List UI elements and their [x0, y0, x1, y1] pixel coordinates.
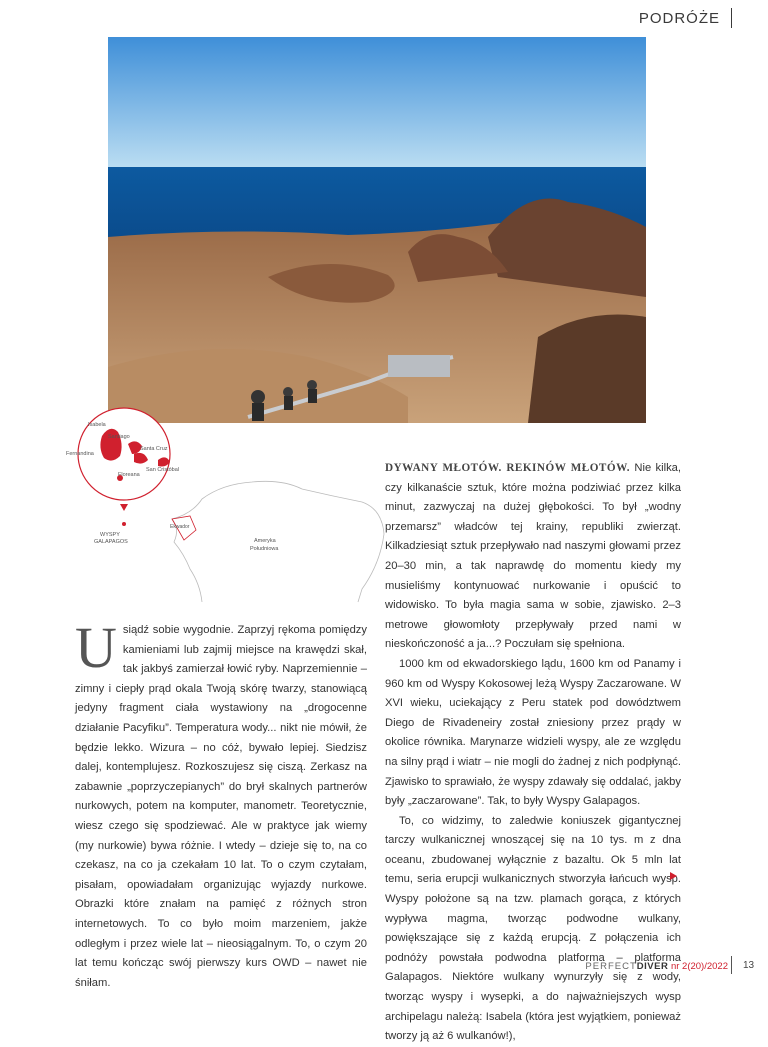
- map-label-isabela: Isabela: [88, 422, 106, 428]
- brand-perfect: PERFECT: [585, 961, 637, 972]
- right-paragraph-2: 1000 km od ekwadorskiego lądu, 1600 km od Panamy i 960 km od Wyspy Kokosowej leżą Wyspy Zaczarowane. W XVI wieku, uciekający z Peru statek pod dowództwem Diego de Rivadeneiry został zniesiony przez prądy w okolice równika. Marynarze widzieli wyspy, ale ze względu na silny prąd i wiatr – nie mogli do żadnej z nich podpłynąć. Zjawisko to sprawiało, że wyspy zdawały się oddalać, jakby były „zaczarowane”. Tak, to były Wyspy Galapagos.: [385, 657, 681, 808]
- page-number: 13: [743, 960, 755, 971]
- lead-heading: DYWANY MŁOTÓW. REKINÓW MŁOTÓW.: [385, 462, 631, 474]
- map-label-santa-cruz: Santa Cruz: [140, 446, 168, 452]
- footer-brand: [585, 961, 728, 972]
- map-label-galapagos: GALAPAGOS: [94, 539, 128, 545]
- left-paragraph-1: siądź sobie wygodnie. Zaprzyj rękoma pomiędzy kamieniami lub zajmij miejsce na krawędzi skał, tak jakbyś zamierzał łowić ryby. Naprzemiennie – zimny i ciepły prąd okala Twoją skórę twarzy, stanowiącą jedyny fragment ciała wystawiony na „drogocenne działanie Pacyfiku”. Temperatura wody... nikt nie mówił, że będzie lekko. Wizura – no cóż, bywało lepiej. Siedzisz dalej, kontemplujesz. Rozkoszujesz się ciszą. Zerkasz na zabawnie „poprzyczepianych” do brył skalnych partnerów nurkowych, potem na komputer, manometr. Teoretycznie, wiesz czego się spodziewać. Ale w praktyce jak wiemy (my nurkowie) bywa różnie. I wtedy – dzieje się to, na co czekasz, na co ja czekałam 10 lat. To o czym czytałam, pisałam, opowiadałam organizując wyjazdy nurkowe. Obrazki które znałam na pamięć z różnych stron internetowych. To co było moim marzeniem, jakże odległym i przez wiele lat – nieosiągalnym. To, o czym 20 lat temu kończąc swój pierwszy kurs OWD – nawet nie śniłam.: [75, 624, 367, 989]
- dropcap: U: [75, 615, 117, 680]
- map-label-santiago: Santiago: [108, 434, 130, 440]
- galapagos-landscape-photo: [108, 37, 646, 423]
- map-label-san-cristobal: San Cristóbal: [146, 467, 180, 473]
- galapagos-location-map: [62, 404, 392, 604]
- map-label-ameryka: Ameryka: [254, 538, 276, 544]
- right-paragraph-1: [385, 459, 681, 655]
- issue-number: nr 2(20)/2022: [670, 961, 728, 972]
- map-label-wyspy: WYSPY: [100, 532, 120, 538]
- footer-divider: [731, 956, 732, 974]
- map-label-poludniowa: Południowa: [250, 546, 279, 552]
- continue-arrow-icon: [670, 872, 677, 880]
- article-column-left: [75, 615, 367, 993]
- map-label-fernandina: Fernandina: [66, 451, 94, 457]
- map-pointer-icon: [120, 504, 128, 511]
- section-divider: [731, 8, 732, 28]
- right-paragraph-3: To, co widzimy, to zaledwie koniuszek gigantycznej tarczy wulkanicznej wnoszącej się na 10 tys. m z dna oceanu, zbudowanej wyłącznie z bazaltu. Ok 5 mln lat temu, seria erupcji wulkanicznych stworzyła łańcuch wysp. Wyspy położone są na tzw. plamach gorąca, z których wypływa magma, tworząc podwodne wulkany, powiększające się z każdą erupcją. Z połączenia ich podnóży powstała podwodna platforma – platforma Galapagos. Niektóre wulkany wynurzyły się z wody, tworząc wyspy i wysepki, a do najważniejszych wysp archipelagu należą: Isabela (która jest wyjątkiem, ponieważ tworzy ją aż 6 wulkanów!),: [385, 814, 681, 1043]
- article-column-right: [385, 459, 681, 1047]
- section-tag: PODRÓŻE: [638, 10, 720, 27]
- map-label-floreana: Floreana: [118, 472, 140, 478]
- brand-diver: DIVER: [636, 961, 669, 972]
- map-label-ekwador: Ekwador: [170, 524, 190, 530]
- right-paragraph-1-text: Nie kilka, czy kilkanaście sztuk, które można podziwiać przez kilka minut, zazwyczaj na dużej głębokości. To był „wodny przemarsz” władców tej krainy, republiki zwierząt. Kilkadziesiąt sztuk przepływało nad naszymi głowami przez 20–30 min, a tak naprawdę do momentu kiedy my musieliśmy kontynuować nurkowanie i opuścić to widowisko. To była magia sama w sobie, zjawisko. 2–3 metrowe głowomłoty przepływały przed nami w nieskończoność a ja...? Poczułam się spełniona.: [385, 462, 681, 651]
